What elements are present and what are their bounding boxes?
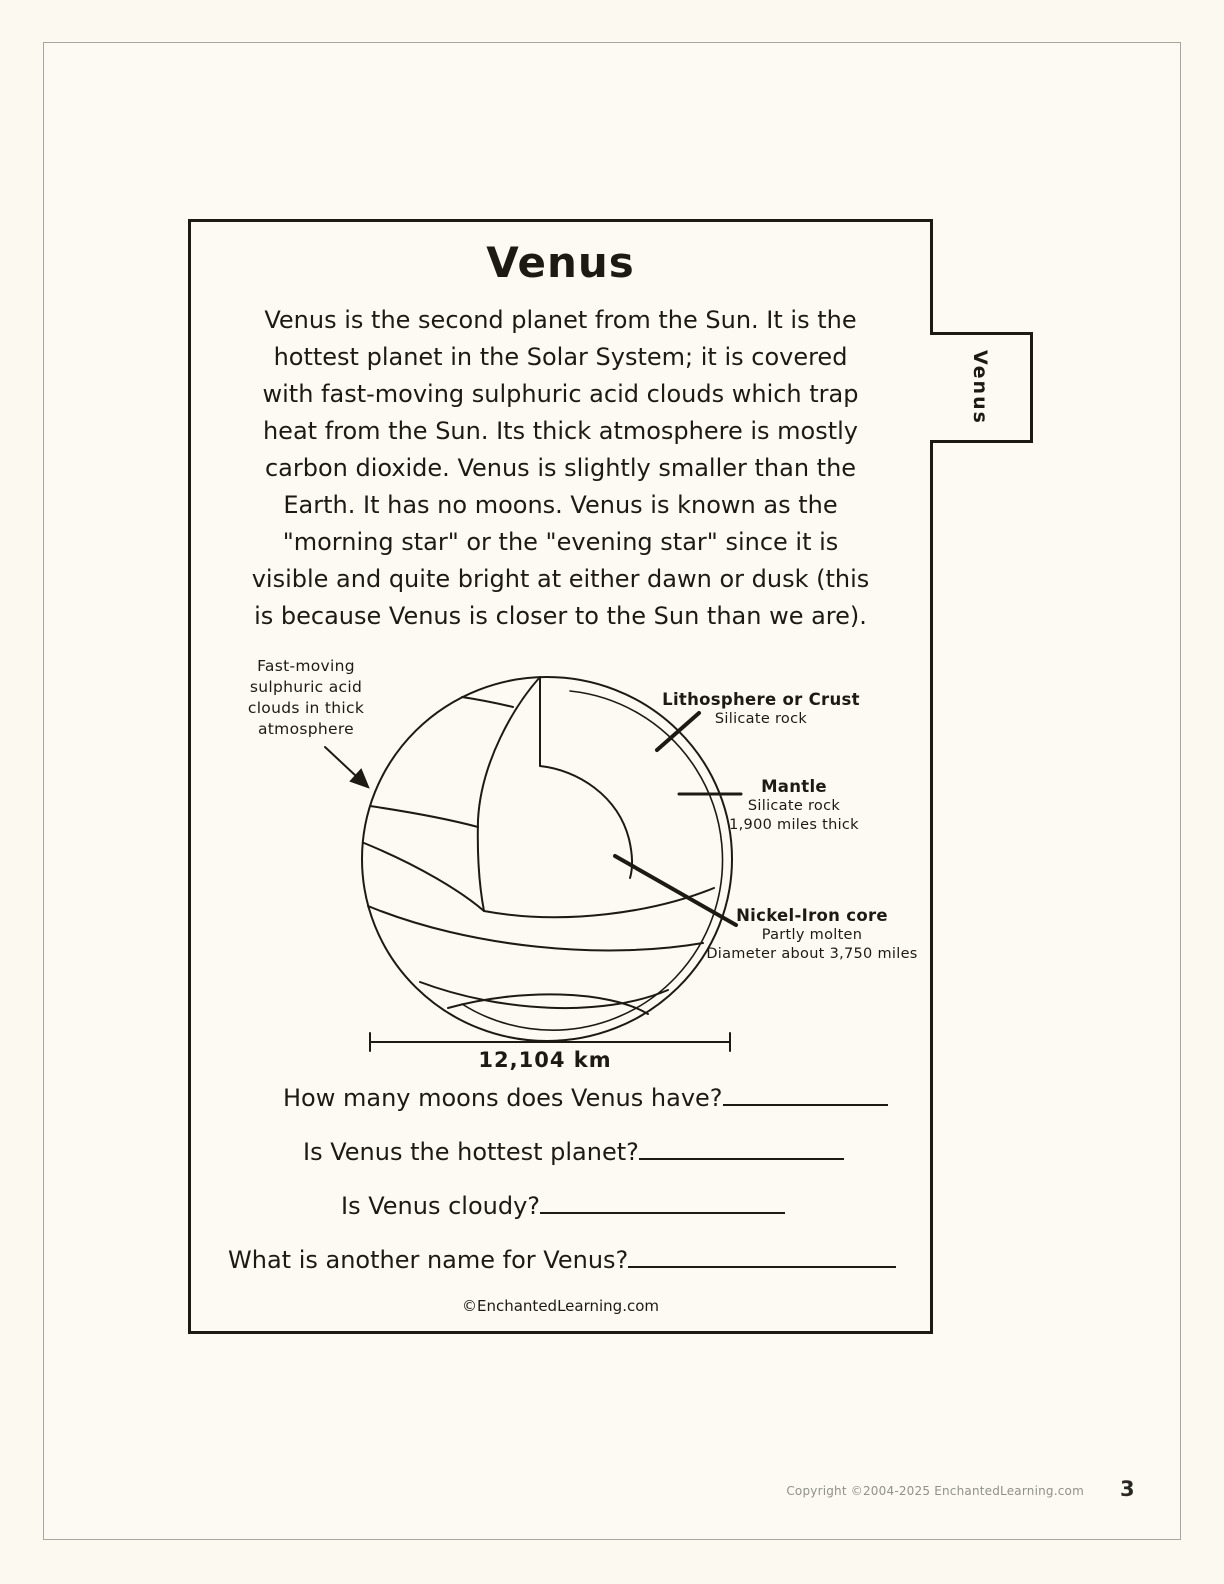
cloud-band	[364, 843, 484, 911]
crust-inner-line	[462, 691, 723, 1030]
cloud-band	[370, 806, 478, 827]
paragraph-line: with fast-moving sulphuric acid clouds which trap	[262, 380, 859, 408]
lithosphere-label	[655, 690, 867, 729]
lithosphere-label-title: Lithosphere or Crust	[662, 690, 860, 709]
paragraph-line: Venus is the second planet from the Sun. It is the	[264, 306, 857, 334]
question-text: Is Venus cloudy?	[341, 1192, 541, 1220]
answer-blank	[628, 1242, 896, 1268]
cloud-label-line: Fast-moving	[257, 657, 355, 675]
question-row	[228, 1242, 896, 1274]
question-text: Is Venus the hottest planet?	[303, 1138, 639, 1166]
mantle-label-sub: Silicate rock	[747, 798, 841, 814]
paragraph-line: hottest planet in the Solar System; it is covered	[273, 343, 848, 371]
page-title: Venus	[486, 238, 635, 287]
question-text: What is another name for Venus?	[228, 1246, 629, 1274]
credit-line: ©EnchantedLearning.com	[462, 1297, 659, 1315]
paragraph-line: "morning star" or the "evening star" since it is	[282, 528, 839, 556]
core-label-sub: Partly molten	[761, 927, 863, 943]
paragraph-line: Earth. It has no moons. Venus is known as the	[283, 491, 838, 519]
core-label	[698, 906, 926, 964]
cloud-label-line: clouds in thick	[247, 699, 365, 717]
answer-blank	[639, 1134, 844, 1160]
core-dome	[540, 766, 632, 878]
intro-paragraph	[208, 302, 913, 635]
side-tab-label: Venus	[969, 350, 991, 425]
question-row	[341, 1188, 785, 1220]
question-row	[303, 1134, 844, 1166]
question-text: How many moons does Venus have?	[283, 1084, 723, 1112]
answer-blank	[540, 1188, 785, 1214]
cloud-label	[233, 656, 379, 740]
diameter-value-label: 12,104 km	[478, 1048, 612, 1072]
answer-blank	[723, 1080, 888, 1106]
cutaway-left-edge	[478, 677, 540, 911]
question-row	[283, 1080, 888, 1112]
footer-copyright: Copyright ©2004-2025 EnchantedLearning.com	[786, 1484, 1084, 1498]
mantle-label	[694, 777, 894, 835]
paragraph-line: heat from the Sun. Its thick atmosphere is mostly	[262, 417, 859, 445]
core-label-sub: Diameter about 3,750 miles	[706, 946, 918, 962]
page-number: 3	[1120, 1477, 1135, 1501]
paragraph-line: is because Venus is closer to the Sun than we are).	[254, 602, 867, 630]
side-tab	[930, 332, 1033, 443]
cloud-label-line: sulphuric acid	[249, 678, 363, 696]
core-label-title: Nickel-Iron core	[736, 906, 888, 925]
mantle-label-title: Mantle	[761, 777, 827, 796]
lithosphere-label-sub: Silicate rock	[714, 711, 808, 727]
cloud-arrow-line	[325, 747, 356, 776]
paragraph-line: carbon dioxide. Venus is slightly smaller than the	[264, 454, 857, 482]
mantle-label-sub: 1,900 miles thick	[729, 817, 859, 833]
cloud-band	[368, 906, 703, 950]
paragraph-line: visible and quite bright at either dawn or dusk (this	[251, 565, 870, 593]
cloud-band	[462, 697, 513, 707]
cloud-label-line: atmosphere	[258, 720, 354, 738]
